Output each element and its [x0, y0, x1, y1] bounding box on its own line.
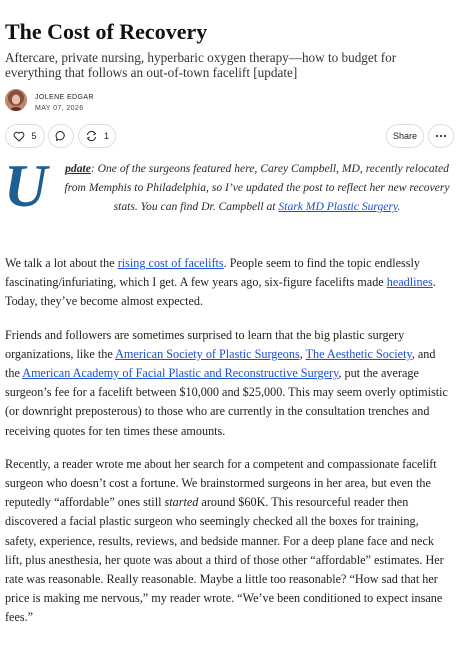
like-button[interactable] — [5, 124, 45, 148]
headlines-link[interactable]: headlines — [386, 275, 433, 290]
author-avatar[interactable] — [5, 89, 27, 111]
p3-text-a: Recently, a reader wrote me about her search for a competent and compassionate facelift surgeon who doesn’t cost a fortune. We brainstormed surgeons in her area, but even the reputedly “affordable” ones still — [5, 456, 437, 510]
author-name[interactable]: JOLENE EDGAR — [35, 94, 94, 101]
like-count: 5 — [31, 131, 37, 141]
update-note — [62, 159, 452, 216]
article-body — [5, 254, 451, 642]
p3-text-b: around $60K. This resourceful reader then discovered a facial plastic surgeon who seemingly checked all the boxes for training, safety, experience, results, reviews, and bedside manner. For a deep plane face and neck lift, plus anesthesia, her quote was about a third of those other “affordable” estimates. Her rate was reasonable. Really reasonable. Maybe a little too reasonable? “How sad that her price is making me nervous,” my reader wrote. “We’ve been conditioned to expect insane fees.” — [5, 495, 444, 625]
share-label: Share — [392, 131, 418, 141]
p2-text-a: Friends and followers are sometimes surprised to learn that the big plastic surgery organizations, like the — [5, 327, 405, 361]
p2-text-b: , — [299, 346, 306, 361]
paragraph-3 — [5, 455, 451, 628]
restack-icon — [85, 130, 98, 142]
article-title: The Cost of Recovery — [5, 19, 208, 44]
asps-link[interactable]: American Society of Plastic Surgeons — [115, 346, 300, 361]
p2-text-c: , and the — [5, 346, 436, 381]
more-icon — [435, 134, 447, 138]
p1-text-c: . Today, they’ve become almost expected. — [5, 275, 436, 309]
p1-text-a: We talk a lot about the — [5, 256, 118, 270]
more-button[interactable] — [428, 124, 454, 148]
article-subtitle: Aftercare, private nursing, hyperbaric oxygen therapy—how to budget for everything that follows an out-of-town facelift [update] — [5, 50, 397, 80]
p2-text-d: , put the average surgeon’s fee for a facelift between $10,000 and $25,000. This may seem overly optimistic (or downright preposterous) to those who are currently in the consultation trenches and receiving quotes for ten times these amounts. — [5, 366, 448, 438]
update-label: pdate — [65, 162, 91, 175]
comment-icon — [55, 130, 67, 142]
aesthetic-society-link[interactable]: The Aesthetic Society — [305, 346, 412, 361]
paragraph-1 — [5, 254, 451, 312]
heart-icon — [13, 131, 25, 142]
stark-md-link[interactable]: Stark MD Plastic Surgery — [278, 200, 398, 213]
rising-cost-link[interactable]: rising cost of facelifts — [117, 256, 224, 270]
p3-emphasis: started — [164, 495, 199, 510]
share-button[interactable] — [386, 124, 424, 148]
comment-button[interactable] — [48, 124, 74, 148]
update-end: . — [397, 200, 401, 213]
publish-date: MAY 07, 2026 — [35, 105, 84, 112]
update-text: : One of the surgeons featured here, Carey Campbell, MD, recently relocated from Memphis to Philadelphia, so I’ve updated the post to reflect her new recovery stats. You can find Dr. Campbell at — [64, 162, 450, 213]
restack-count: 1 — [103, 131, 109, 141]
aafprs-link[interactable]: American Academy of Facial Plastic and Reconstructive Surgery — [22, 366, 339, 381]
restack-button[interactable] — [78, 124, 116, 148]
paragraph-2 — [5, 326, 451, 441]
p1-text-b: . People seem to find the topic endlessly fascinating/infuriating, which I get. A few years ago, six-figure facelifts made — [5, 256, 420, 290]
drop-cap: U — [4, 153, 48, 219]
